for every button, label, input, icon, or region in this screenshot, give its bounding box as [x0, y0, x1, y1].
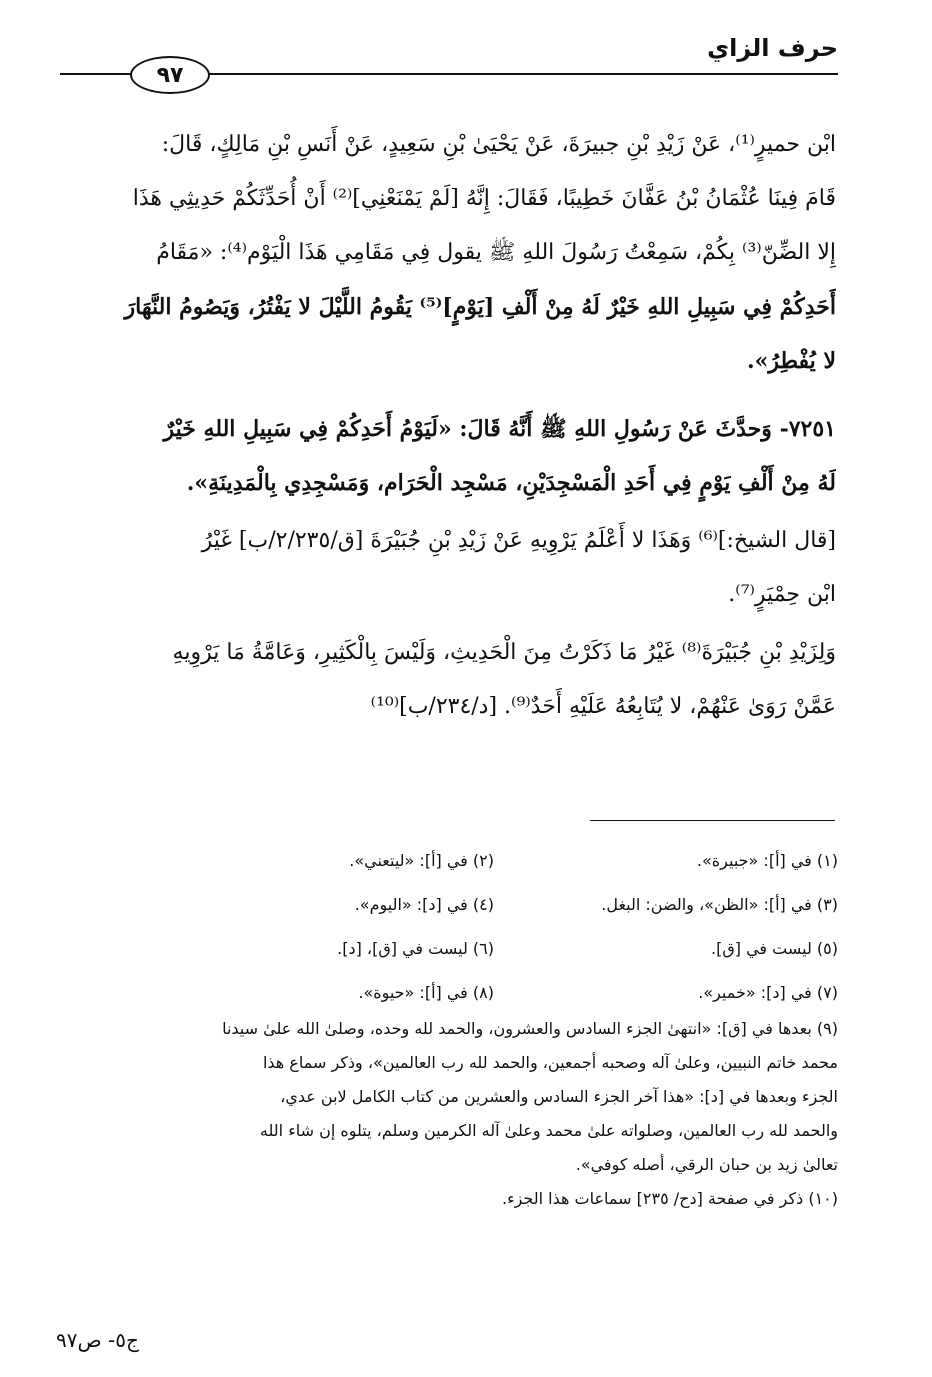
text-line: إِلا الضِّنّ⁽³⁾ بِكُمْ، سَمِعْتُ رَسُولَ اللهِ ﷺ يقول فِي مَقَامِي هَذَا الْيَوْم⁽⁴⁾: «مَقَامُ [156, 240, 836, 265]
text-line: عَمَّنْ رَوَىٰ عَنْهُمْ، لا يُتَابِعُهُ عَلَيْهِ أَحَدٌ⁽⁹⁾. [د/٢٣٤/ب]⁽¹⁰⁾ [370, 694, 836, 719]
footnote: (٧) في [د]: «خمير». [698, 982, 838, 1002]
text-line: [قال الشيخ:]⁽⁶⁾ وَهَذَا لا أَعْلَمُ يَرْوِيهِ عَنْ زَيْدِ بْنِ جُبَيْرَةَ [ق/٢/٢٣٥/ب] غَيْرُ [201, 528, 836, 553]
page-number-badge: ٩٧ [130, 56, 210, 94]
main-text [62, 118, 836, 734]
footnote: (٦) ليست في [ق]، [د]. [337, 938, 494, 958]
hadith-text-line: أَحَدِكُمْ فِي سَبِيلِ اللهِ خَيْرٌ لَهُ مِنْ أَلْفِ [يَوْمٍ]⁽⁵⁾ يَقُومُ اللَّيْلَ لا يَفْتُرُ، وَيَصُومُ النَّهَارَ [124, 294, 836, 320]
hadith-text-line: لَهُ مِنْ أَلْفِ يَوْمٍ فِي أَحَدِ الْمَسْجِدَيْنِ، مَسْجِد الْحَرَام، وَمَسْجِدِي بِالْمَدِينَةِ». [186, 470, 836, 496]
footnote-line: تعالىٰ زيد بن حبان الرقي، أصله كوفي». [575, 1155, 838, 1174]
footnote-separator [590, 820, 835, 821]
footnote: (٣) في [أ]: «الظن»، والضن: البغل. [601, 894, 838, 914]
footnote: (٥) ليست في [ق]. [711, 938, 838, 958]
footnote-row [150, 882, 838, 926]
footnotes-long [60, 1012, 838, 1216]
text-line: وَلِزَيْدِ بْنِ جُبَيْرَةَ⁽⁸⁾ غَيْرُ مَا ذَكَرْتُ مِنَ الْحَدِيثِ، وَلَيْسَ بِالْكَثِيرِ، وَعَامَّةُ مَا يَرْوِيهِ [172, 640, 836, 665]
text-line: ابْن حميرٍ⁽¹⁾، عَنْ زَيْدِ بْنِ جبيرَةَ، عَنْ يَحْيَىٰ بْنِ سَعِيدٍ، عَنْ أَنَسِ بْنِ مَالِكٍ، قَالَ: [161, 132, 836, 157]
footnote: (٨) في [أ]: «حيوة». [358, 982, 494, 1002]
hadith-text-line: لا يُفْطِرُ». [746, 348, 836, 374]
footnote-line: (٩) بعدها في [ق]: «انتهىٰ الجزء السادس والعشرون، والحمد لله وحده، وصلىٰ الله علىٰ سيدنا [222, 1019, 838, 1038]
footnote-line: (١٠) ذكر في صفحة [دح/ ٢٣٥] سماعات هذا الجزء. [501, 1189, 838, 1208]
footnote-row [150, 926, 838, 970]
hadith-number-line: ٧٢٥١- وَحدَّثَ عَنْ رَسُولِ اللهِ ﷺ أَنَّهُ قَالَ: «لَيَوْمُ أَحَدِكُمْ فِي سَبِيلِ اللهِ خَيْرٌ [163, 416, 836, 442]
footnote-line: محمد خاتم النبيين، وعلىٰ آله وصحبه أجمعين، والحمد لله رب العالمين»، وذكر سماع هذا [262, 1053, 838, 1072]
footnote-line: والحمد لله رب العالمين، وصلواته علىٰ محمد وعلىٰ آله الكرمين وسلم، يتلوه إن شاء الله [259, 1121, 838, 1140]
footnote: (٢) في [أ]: «ليتعني». [349, 850, 494, 870]
footnote: (٤) في [د]: «اليوم». [354, 894, 494, 914]
text-line: ابْن حِمْيَرٍ⁽⁷⁾. [728, 582, 836, 607]
footnote: (١) في [أ]: «جبيرة». [696, 850, 838, 870]
footnotes-short [150, 838, 838, 1014]
footnote-row [150, 970, 838, 1014]
text-line: قَامَ فِينَا عُثْمَانُ بْنُ عَفَّانَ خَطِيبًا، فَقَالَ: إِنَّهُ [لَمْ يَمْنَعْنِي]⁽²⁾ أَنْ أُحَدِّثَكُمْ حَدِيثِي هَذَا [132, 186, 836, 211]
chapter-heading: حرف الزاي [707, 34, 838, 62]
footnote-row [150, 838, 838, 882]
footnote-line: الجزء وبعدها في [د]: «هذا آخر الجزء السادس والعشرين من كتاب الكامل لابن عدي، [280, 1087, 838, 1106]
volume-page-reference: ج٥- ص٩٧ [56, 1328, 139, 1352]
